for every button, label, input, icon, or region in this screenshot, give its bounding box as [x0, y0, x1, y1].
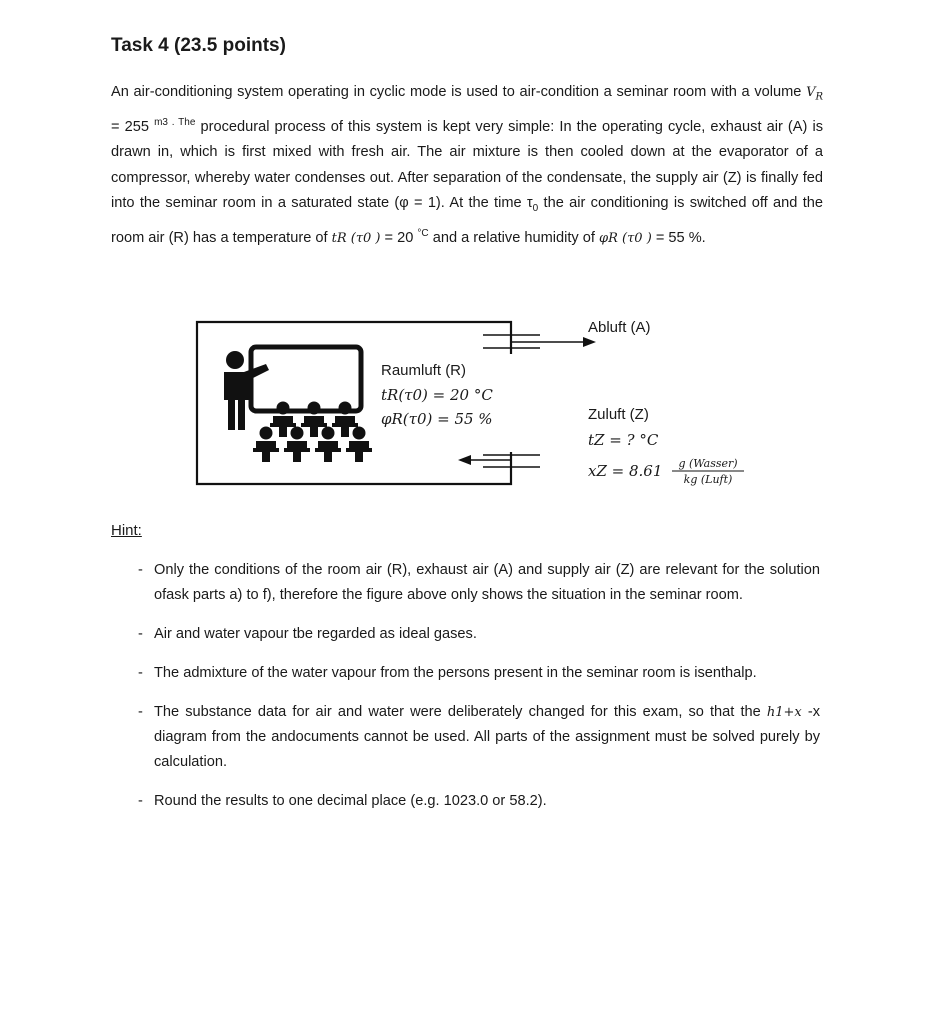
- exhaust-air-label: Abluft (A): [588, 319, 651, 336]
- hint-item: - Round the results to one decimal place (e.g. 1023.0 or 58.2).: [138, 789, 820, 814]
- task-title: Task 4 (23.5 points): [111, 35, 286, 56]
- supply-humidity-ratio: xZ = 8.61: [588, 462, 663, 480]
- intro-text-1: An air-conditioning system operating in cyclic mode is used to air-condition a seminar room with a volume: [111, 84, 807, 100]
- hint-item: - Air and water vapour tbe regarded as ideal gases.: [138, 622, 820, 647]
- humidity-expression: φR (τ0 ): [599, 231, 652, 247]
- fraction-numerator: g (Wasser): [678, 457, 738, 470]
- intro-paragraph: [111, 80, 823, 252]
- room-humidity: φR(τ0) = 55 %: [381, 410, 493, 428]
- classroom-icon: [224, 347, 372, 462]
- room-air-label: Raumluft (R): [381, 362, 467, 379]
- fraction-denominator: kg (Luft): [683, 473, 733, 486]
- volume-symbol: $V_R$: [806, 85, 823, 103]
- volume-unit: m3 . The: [154, 117, 196, 128]
- room-temperature: tR(τ0) = 20 °C: [381, 386, 493, 404]
- intro-text-2: procedural process of this system is kept very simple: In the operating cycle, exhaust air (A) is drawn in, which is first mixed with fresh air. The air mixture is then cooled down at the evaporator of a compressor, whereby water condenses out. After separation of the condensate, the supply air (Z) is finally fed into the seminar room in a saturated state (φ = 1). At the time τ: [111, 118, 823, 212]
- tau-subscript: 0: [532, 202, 539, 214]
- supply-arrow: [458, 455, 512, 465]
- supply-air-label: Zuluft (Z): [588, 406, 649, 423]
- temperature-expression: tR (τ0 ): [331, 231, 381, 247]
- intro-text-6: = 55 %.: [651, 230, 706, 247]
- h1x-symbol: h1+x: [766, 705, 802, 720]
- intro-text-5: and a relative humidity of: [428, 230, 600, 247]
- hint-item: - Only the conditions of the room air (R), exhaust air (A) and supply air (Z) are relevant for the solution ofask parts a) to f), therefore the figure above only shows the situation in the seminar room.: [138, 558, 820, 608]
- seminar-room-figure: [0, 300, 931, 510]
- degree-unit: °C: [417, 228, 429, 240]
- hint-label: Hint:: [111, 522, 142, 539]
- hint-list: [138, 558, 820, 828]
- hint-item: - The substance data for air and water were deliberately changed for this exam, so that the h1+x -x diagram from the andocuments cannot be used. All parts of the assignment must be solved purely by calculation.: [138, 700, 820, 775]
- intro-text-4: = 20: [380, 230, 418, 247]
- intro-text-3: the air conditioning is switched off and the room air (R) has a temperature of: [111, 195, 823, 247]
- hint-item: - The admixture of the water vapour from the persons present in the seminar room is isenthalp.: [138, 661, 820, 686]
- exhaust-arrow: [512, 337, 596, 347]
- volume-value: = 255: [111, 118, 155, 135]
- supply-temperature: tZ = ? °C: [588, 431, 659, 449]
